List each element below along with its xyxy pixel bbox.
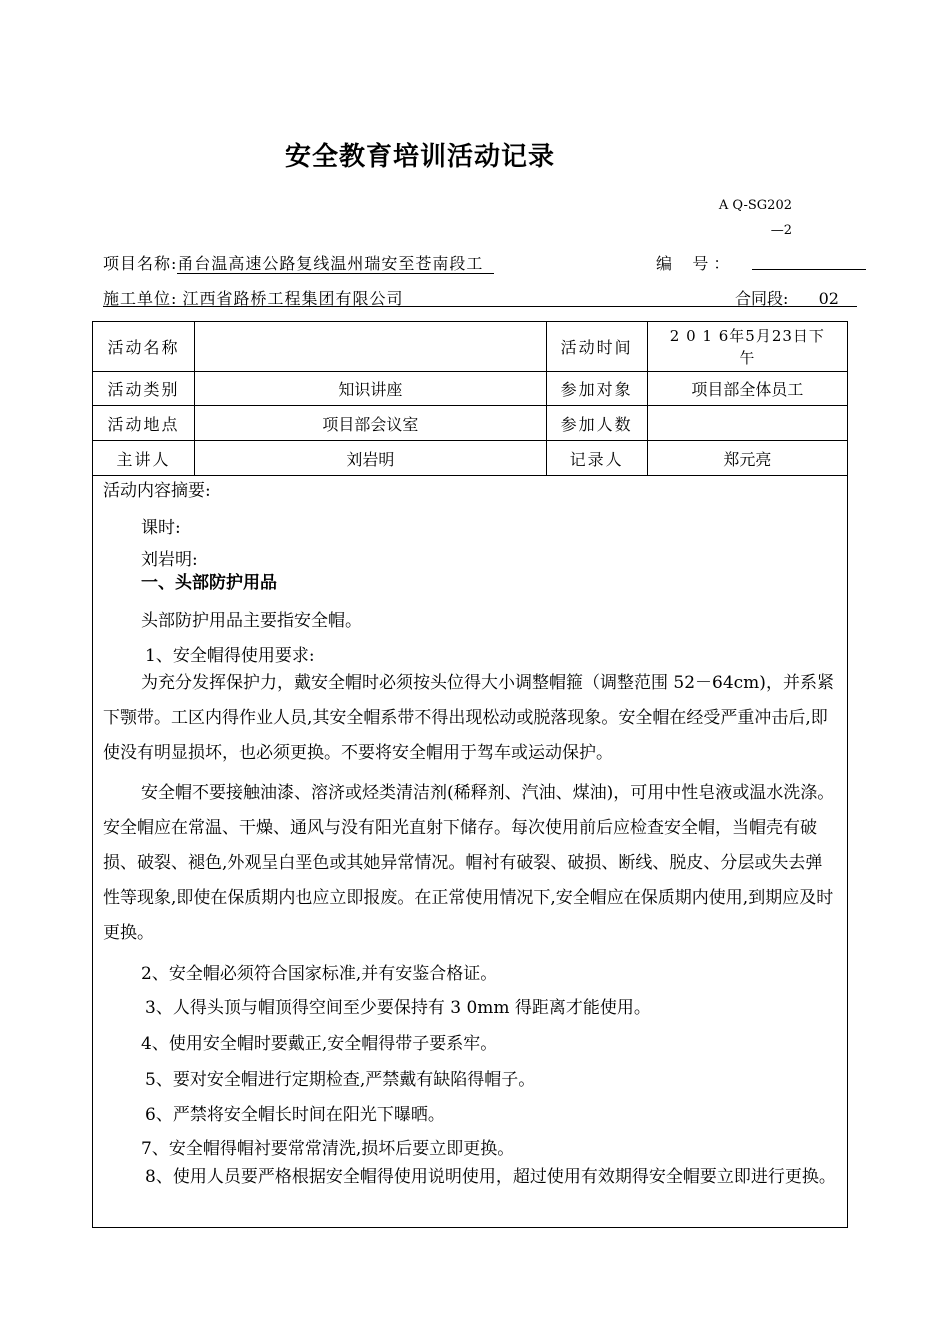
headcount-label: 参加人数: [546, 406, 647, 441]
recorder-label: 记录人: [546, 441, 647, 476]
project-name-row: [103, 251, 494, 274]
paragraph-2: 为充分发挥保护力，戴安全帽时必须按头位得大小调整帽箍（调整范围 52－64cm)，并系紧下颚带。工区内得作业人员,其安全帽系带不得出现松动或脱落现象。安全帽在经受严重冲击后,即使没有明显损坏，也必须更换。不要将安全帽用于驾车或运动保护。: [103, 673, 834, 763]
document-code: [700, 193, 792, 243]
activity-content-box: [92, 475, 848, 1228]
document-code-line1: A Q-SG202: [718, 198, 792, 213]
recorder-value: 郑元亮: [647, 441, 847, 476]
document-code-line2: —2: [770, 223, 792, 238]
number-label: 编 号 ：: [656, 254, 730, 273]
activity-time-label: 活动时间: [546, 322, 647, 372]
paragraph-10: 8、使用人员要严格根据安全帽得使用说明使用，超过使用有效期得安全帽要立即进行更换。: [145, 1167, 836, 1187]
paragraph-4: 2、安全帽必须符合国家标准,并有安鉴合格证。: [141, 964, 498, 984]
number-row: [656, 251, 729, 274]
table-row: [93, 441, 848, 476]
headcount-value: [647, 406, 847, 441]
project-name-value: 甬台温高速公路复线温州瑞安至苍南段工: [177, 254, 484, 273]
location-label: 活动地点: [93, 406, 195, 441]
activity-time-value: [647, 322, 847, 372]
paragraph-5: 3、人得头顶与帽顶得空间至少要保持有 3 0mm 得距离才能使用。: [145, 998, 651, 1018]
paragraph-6: 4、使用安全帽时要戴正,安全帽得带子要系牢。: [141, 1034, 498, 1054]
activity-name-value: [195, 322, 546, 372]
section-title: 一、头部防护用品: [141, 573, 277, 593]
activity-time-line2: 午: [739, 348, 756, 367]
contract-label: 合同段:: [735, 289, 789, 308]
speaker-value: 刘岩明: [195, 441, 546, 476]
paragraph-9: 7、安全帽得帽衬要常常清洗,损坏后要立即更换。: [141, 1139, 515, 1159]
class-hours: 课时:: [141, 518, 181, 538]
activity-name-label: 活动名称: [93, 322, 195, 372]
header-underline: [103, 306, 857, 307]
construction-unit-label: 施工单位:: [103, 289, 178, 308]
participants-label: 参加对象: [546, 372, 647, 406]
speaker-label: 主讲人: [93, 441, 195, 476]
contract-value: 02: [818, 289, 839, 308]
speaker-line: 刘岩明:: [141, 550, 198, 570]
participants-value: 项目部全体员工: [647, 372, 847, 406]
table-row: [93, 372, 848, 406]
paragraph-7: 5、要对安全帽进行定期检查,严禁戴有缺陷得帽子。: [145, 1070, 536, 1090]
document-title: 安全教育培训活动记录: [284, 142, 555, 172]
paragraph-intro: 头部防护用品主要指安全帽。: [141, 611, 362, 631]
table-row: [93, 406, 848, 441]
activity-time-line1: 2 0 1 6年5月23日下: [669, 326, 825, 345]
paragraph-8: 6、严禁将安全帽长时间在阳光下曝晒。: [145, 1105, 445, 1125]
activity-type-label: 活动类别: [93, 372, 195, 406]
table-row: [93, 322, 848, 372]
construction-unit-value: 江西省路桥工程集团有限公司: [182, 289, 404, 308]
project-name-label: 项目名称:: [103, 254, 178, 273]
activity-info-table: [92, 321, 848, 476]
location-value: 项目部会议室: [195, 406, 546, 441]
number-value: [752, 251, 866, 270]
paragraph-1: 1、安全帽得使用要求:: [145, 646, 315, 666]
summary-label: 活动内容摘要:: [103, 481, 211, 501]
paragraph-3: 安全帽不要接触油漆、溶济或烃类清洁剂(稀释剂、汽油、煤油)，可用中性皂液或温水洗涤。安全帽应在常温、干燥、通风与没有阳光直射下储存。每次使用前后应检查安全帽，当帽壳有破损、破裂、褪色,外观呈白垩色或其她异常情况。帽衬有破裂、破损、断线、脱皮、分层或失去弹性等现象,即使在保质期内也应立即报废。在正常使用情况下,安全帽应在保质期内使用,到期应及时更换。: [103, 783, 835, 943]
activity-type-value: 知识讲座: [195, 372, 546, 406]
